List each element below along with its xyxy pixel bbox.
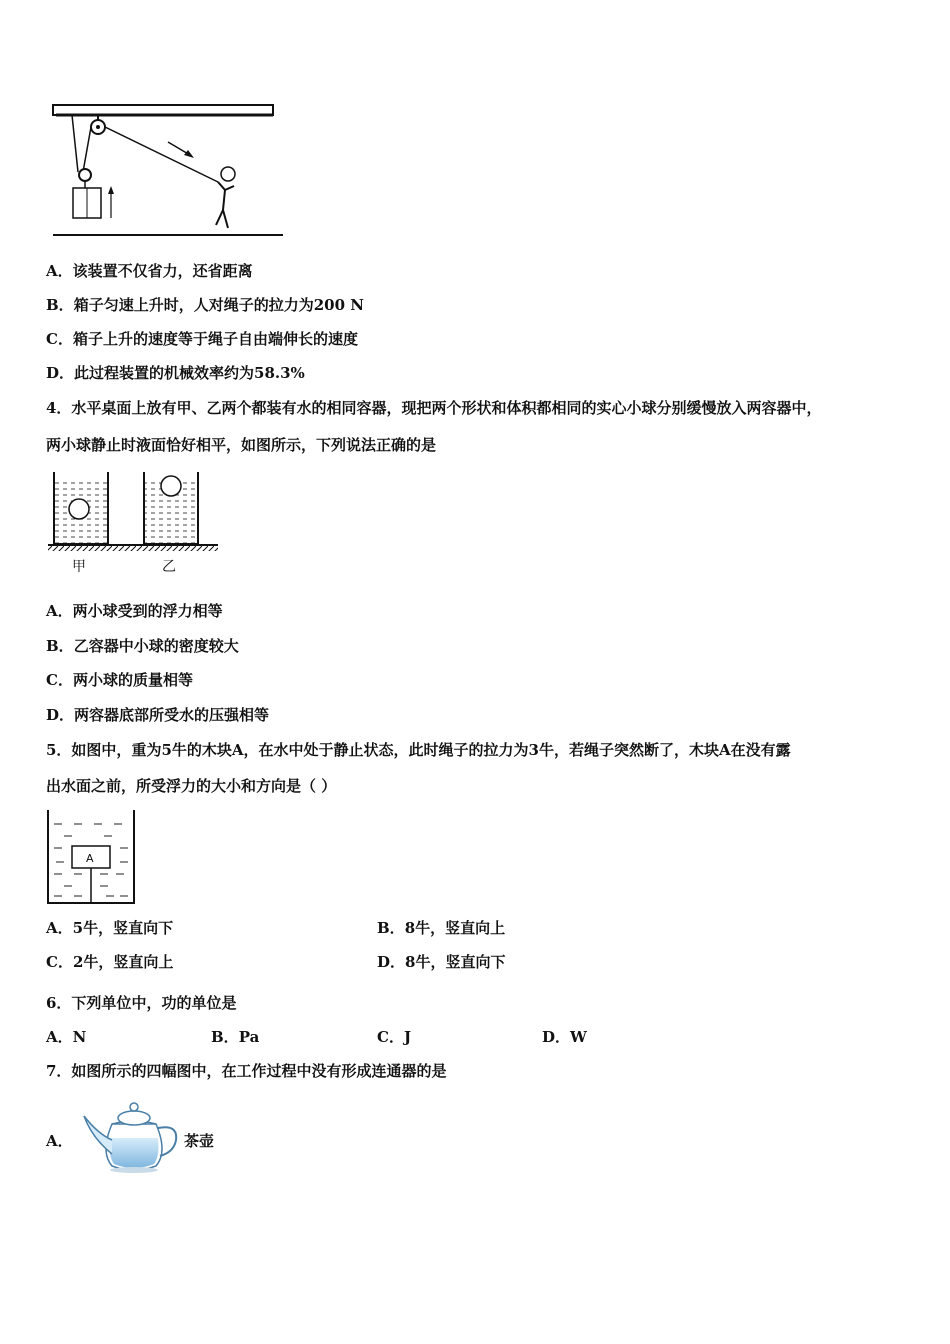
- option-text: 8牛，竖直向上: [404, 919, 506, 937]
- q4-stem-line2: 两小球静止时液面恰好相平，如图所示，下列说法正确的是: [46, 436, 437, 454]
- q5-stem-line1: 5．如图中，重为5牛的木块A，在水中处于静止状态，此时绳子的拉力为3牛，若绳子突然断了，木块A在没有露: [46, 741, 791, 759]
- option-text: 两容器底部所受水的压强相等: [74, 706, 270, 724]
- q5-option-d[interactable]: [377, 952, 505, 972]
- wood-block-figure: [44, 808, 140, 908]
- option-letter: A．: [46, 1028, 73, 1046]
- q5-option-b[interactable]: [377, 918, 505, 938]
- option-text: Pa: [238, 1028, 260, 1046]
- option-letter: C．: [46, 330, 73, 348]
- option-text: 此过程装置的机械效率约为58.3%: [74, 364, 305, 382]
- q5-option-c[interactable]: [46, 952, 173, 972]
- option-letter: A．: [46, 602, 73, 620]
- q3-option-c[interactable]: [46, 329, 358, 349]
- block-label: A: [86, 852, 94, 865]
- option-letter: C．: [46, 953, 73, 971]
- option-text: 5牛，竖直向下: [72, 919, 174, 937]
- option-text: J: [403, 1028, 412, 1046]
- option-letter: C．: [46, 671, 73, 689]
- option-text: 两小球的质量相等: [72, 671, 193, 689]
- two-containers-figure: [46, 468, 236, 580]
- q4-stem-line1: 4．水平桌面上放有甲、乙两个都装有水的相同容器，现把两个形状和体积都相同的实心小球分别缓慢放入两容器中，: [46, 399, 822, 417]
- q6-stem: 6．下列单位中，功的单位是: [46, 994, 237, 1012]
- option-letter: B．: [377, 919, 405, 937]
- option-text: 该装置不仅省力，还省距离: [72, 262, 253, 280]
- option-text: 箱子匀速上升时，人对绳子的拉力为200 N: [73, 296, 364, 314]
- option-text: W: [570, 1028, 587, 1046]
- q7-option-a-letter[interactable]: A．: [46, 1132, 73, 1150]
- option-letter: D．: [46, 364, 75, 382]
- q6-option-c[interactable]: [377, 1027, 411, 1047]
- label-jia: 甲: [72, 559, 86, 575]
- q5-option-a[interactable]: [46, 918, 173, 938]
- option-letter: B．: [211, 1028, 239, 1046]
- option-letter: D．: [542, 1028, 571, 1046]
- pulley-figure: [48, 100, 288, 245]
- option-letter: B．: [46, 296, 74, 314]
- label-yi: 乙: [162, 559, 176, 575]
- q4-option-d[interactable]: [46, 705, 269, 725]
- option-letter: B．: [46, 637, 74, 655]
- option-letter: A．: [46, 262, 73, 280]
- q3-option-a[interactable]: [46, 261, 253, 281]
- q5-stem-line2: 出水面之前，所受浮力的大小和方向是（ ）: [46, 777, 337, 795]
- q4-option-c[interactable]: [46, 670, 193, 690]
- q6-option-d[interactable]: [542, 1027, 587, 1047]
- option-text: 8牛，竖直向下: [405, 953, 506, 971]
- option-text: 乙容器中小球的密度较大: [73, 637, 239, 655]
- ball-jia: [69, 499, 89, 519]
- q3-option-d[interactable]: [46, 363, 305, 383]
- option-text: 箱子上升的速度等于绳子自由端伸长的速度: [72, 330, 358, 348]
- ball-yi: [161, 476, 181, 496]
- option-text: 两小球受到的浮力相等: [72, 602, 223, 620]
- option-text: N: [72, 1028, 87, 1046]
- option-letter: A．: [46, 919, 73, 937]
- q4-option-a[interactable]: [46, 601, 223, 621]
- option-letter: D．: [377, 953, 406, 971]
- q6-option-b[interactable]: [211, 1027, 259, 1047]
- q7-option-a-caption: 茶壶: [184, 1132, 215, 1150]
- q3-option-b[interactable]: [46, 295, 364, 315]
- q7-stem: 7．如图所示的四幅图中，在工作过程中没有形成连通器的是: [46, 1062, 447, 1080]
- teapot-icon: [78, 1094, 184, 1176]
- q6-option-a[interactable]: [46, 1027, 86, 1047]
- option-letter: C．: [377, 1028, 404, 1046]
- option-text: 2牛，竖直向上: [72, 953, 174, 971]
- option-letter: D．: [46, 706, 75, 724]
- q4-option-b[interactable]: [46, 636, 239, 656]
